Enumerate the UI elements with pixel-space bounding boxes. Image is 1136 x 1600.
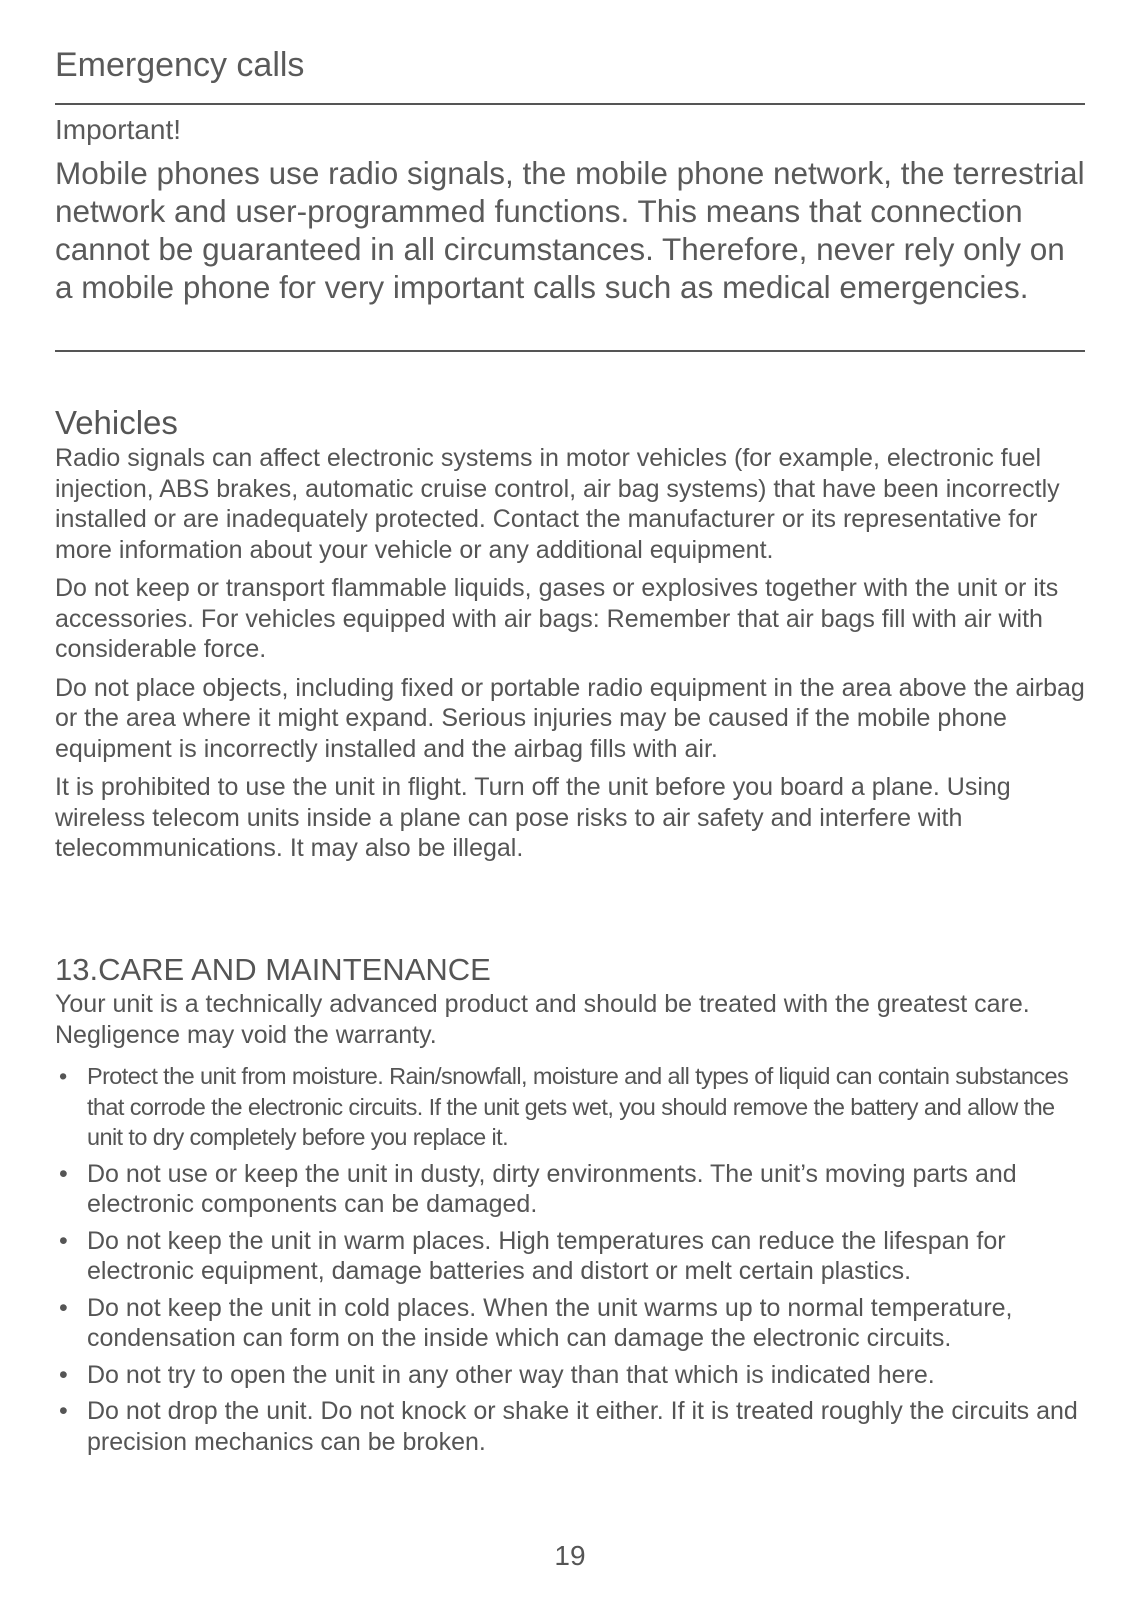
list-item-text: Do not drop the unit. Do not knock or shake it either. If it is treated roughly the circuits and precision mechanics can be broken. [87,1397,1078,1456]
list-item-text: Do not try to open the unit in any other way than that which is indicated here. [87,1360,935,1389]
vehicles-section-body [55,443,1085,872]
care-maintenance-heading: 13.CARE AND MAINTENANCE [55,952,491,987]
vehicles-paragraph: Radio signals can affect electronic systems in motor vehicles (for example, electronic fuel injection, ABS brakes, automatic cruise control, air bag systems) that have been incorrectly installed or are inadequately protected. Contact the manufacturer or its representative for more information about your vehicle or any additional equipment. [55,444,1060,564]
vehicles-heading: Vehicles [55,404,178,441]
emergency-calls-heading: Emergency calls [55,46,305,84]
bullet-icon: • [59,1360,68,1389]
list-item [55,1061,1085,1153]
list-item [55,1293,1085,1354]
vehicles-paragraph: Do not place objects, including fixed or portable radio equipment in the area above the airbag or the area where it might expand. Serious injuries may be caused if the mobile phone equipment is incorrectly installed and the airbag fills with air. [55,673,1085,763]
list-item [55,1159,1085,1220]
important-notice-text: Mobile phones use radio signals, the mobile phone network, the terrestrial network and user-programmed functions. This means that connection cannot be guaranteed in all circumstances. Therefore, never rely only on a mobile phone for very important calls such as medical emergencies. [55,155,1085,305]
vehicles-paragraph: Do not keep or transport flammable liquids, gases or explosives together with the unit or its accessories. For vehicles equipped with air bags: Remember that air bags fill with air with considerable force. [55,574,1059,663]
top-divider [55,103,1085,105]
vehicles-paragraph: It is prohibited to use the unit in flight. Turn off the unit before you board a plane. Using wireless telecom units inside a plane can pose risks to air safety and interfere with telecommunications. It may also be illegal. [55,773,1011,862]
list-item [55,1396,1085,1457]
list-item-text: Do not use or keep the unit in dusty, dirty environments. The unit’s moving parts and electronic components can be damaged. [87,1159,1017,1218]
list-item [55,1360,1085,1391]
bottom-divider [55,350,1085,352]
important-label: Important! [55,114,182,145]
list-item-text: Do not keep the unit in warm places. High temperatures can reduce the lifespan for electronic equipment, damage batteries and distort or melt certain plastics. [87,1226,1006,1285]
page-number: 19 [554,1540,586,1571]
bullet-icon: • [59,1397,68,1425]
list-item-text: Do not keep the unit in cold places. When the unit warms up to normal temperature, condensation can form on the inside which can damage the electronic circuits. [87,1293,1013,1352]
bullet-icon: • [59,1226,68,1255]
care-intro-text: Your unit is a technically advanced product and should be treated with the greatest care. Negligence may void the warranty. [55,990,1030,1049]
bullet-icon: • [59,1159,68,1188]
bullet-icon: • [59,1293,68,1322]
care-bullet-list [55,1061,1085,1463]
list-item [55,1226,1085,1287]
bullet-icon: • [59,1063,67,1089]
list-item-text: Protect the unit from moisture. Rain/snowfall, moisture and all types of liquid can contain substances that corrode the electronic circuits. If the unit gets wet, you should remove the battery and allow the unit to dry completely before you replace it. [87,1063,1069,1150]
